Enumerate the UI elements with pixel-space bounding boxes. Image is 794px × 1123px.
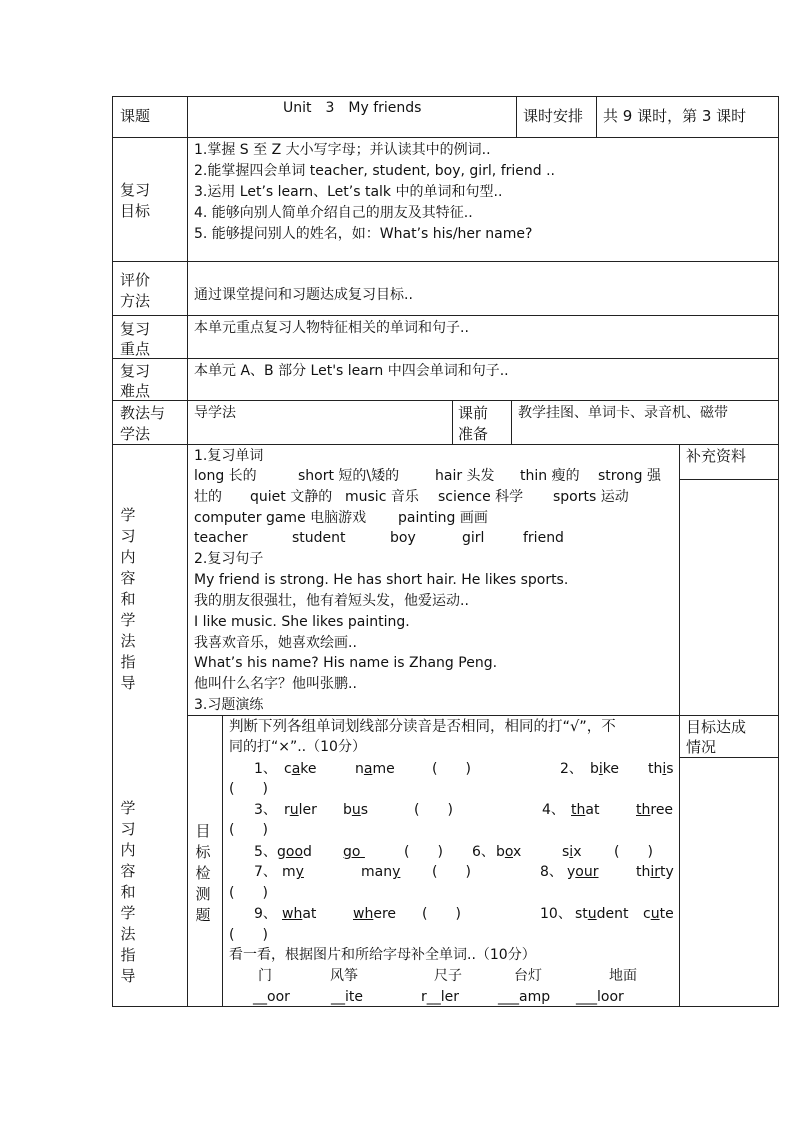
question-number: 1、 — [254, 761, 277, 777]
question-word: bike — [590, 761, 620, 777]
word-item: short 短的\矮的 — [298, 468, 400, 484]
picture-word: 地面 — [609, 968, 637, 984]
question-word: six — [562, 844, 582, 860]
goal-item: 2.能掌握四会单词 teacher, student, boy, girl, friend .. — [194, 163, 556, 179]
question-number: 6、 — [472, 844, 495, 860]
topic-label: 课题 — [120, 107, 151, 125]
prep-text: 教学挂图、单词卡、录音机、磁带 — [518, 405, 728, 421]
exercise-title: 3.习题演练 — [194, 697, 264, 713]
word-item: music 音乐 — [345, 489, 419, 505]
word-item: computer game 电脑游戏 — [194, 510, 367, 526]
result-label: 情况 — [686, 738, 717, 756]
answer-blank[interactable]: ( ) — [229, 927, 268, 943]
answer-blank[interactable]: ( ) — [422, 906, 461, 922]
study-side-label: 学习内容和学法指导 — [120, 506, 136, 692]
answer-blank[interactable]: ( ) — [404, 844, 443, 860]
word-item: quiet 文静的 — [250, 489, 333, 505]
fill-blank-word[interactable]: ___loor — [576, 989, 624, 1005]
sentence: 他叫什么名字？他叫张鹏.. — [194, 676, 357, 692]
col-divider — [222, 715, 223, 1006]
question-word: what — [282, 906, 317, 922]
schedule-value: 共 9 课时，第 3 课时 — [603, 107, 747, 125]
col-divider — [187, 96, 188, 1007]
answer-blank[interactable]: ( ) — [229, 781, 268, 797]
topic-title: Unit 3 My friends — [283, 100, 422, 116]
row-divider — [679, 479, 779, 480]
row-divider — [112, 358, 779, 359]
question-word: bus — [343, 802, 369, 818]
prep-label: 准备 — [458, 425, 489, 443]
word-item: friend — [523, 530, 564, 546]
col-divider — [511, 400, 512, 444]
table-border — [112, 96, 779, 97]
focus-label: 重点 — [120, 340, 151, 358]
question-word: where — [353, 906, 397, 922]
evaluation-label: 评价 — [120, 271, 151, 289]
extra-material-label: 补充资料 — [686, 447, 747, 465]
picture-word: 尺子 — [434, 968, 462, 984]
table-border — [778, 96, 779, 1007]
word-item: girl — [462, 530, 485, 546]
goal-item: 3.运用 Let’s learn、Let’s talk 中的单词和句型.. — [194, 184, 503, 200]
sentences-title: 2.复习句子 — [194, 551, 264, 567]
test-instruction: 同的打“×”..（10分） — [229, 739, 366, 755]
word-item: science 科学 — [438, 489, 524, 505]
question-number: 4、 — [542, 802, 565, 818]
question-word: name — [355, 761, 395, 777]
goal-item: 1.掌握 S 至 Z 大小写字母；并认读其中的例词.. — [194, 142, 491, 158]
col-divider — [679, 444, 680, 1006]
question-number: 10、 — [540, 906, 572, 922]
question-number: 2、 — [560, 761, 583, 777]
answer-blank[interactable]: ( ) — [432, 864, 471, 880]
method-label: 学法 — [120, 425, 151, 443]
question-word: box — [496, 844, 522, 860]
question-word: go — [343, 844, 361, 860]
answer-blank[interactable]: ( ) — [432, 761, 471, 777]
row-divider — [112, 400, 779, 401]
answer-blank[interactable]: ( ) — [229, 885, 268, 901]
question-number: 8、 — [540, 864, 563, 880]
picture-word: 风筝 — [330, 968, 358, 984]
test-instruction: 判断下列各组单词划线部分读音是否相同，相同的打“√”，不 — [229, 719, 616, 735]
goals-label: 目标 — [120, 202, 151, 220]
question-word: many — [361, 864, 401, 880]
word-item: thin 瘦的 — [520, 468, 580, 484]
word-item: boy — [390, 530, 416, 546]
sentence: 我的朋友很强壮，他有着短头发，他爱运动.. — [194, 593, 469, 609]
row-divider — [112, 261, 779, 262]
question-word: my — [282, 864, 304, 880]
question-number: 3、 — [254, 802, 277, 818]
question-word: thirty — [636, 864, 674, 880]
evaluation-text: 通过课堂提问和习题达成复习目标.. — [194, 287, 413, 303]
method-text: 导学法 — [194, 405, 236, 421]
word-item: student — [292, 530, 346, 546]
question-word: that — [571, 802, 600, 818]
prep-label: 课前 — [458, 404, 489, 422]
col-divider — [516, 96, 517, 137]
fill-blank-word[interactable]: __oor — [253, 989, 290, 1005]
col-divider — [452, 400, 453, 444]
method-label: 教法与 — [120, 404, 166, 422]
difficulty-label: 难点 — [120, 382, 151, 400]
row-divider — [112, 137, 779, 138]
test-inner-label: 目标检测题 — [195, 822, 211, 924]
picture-word: 台灯 — [514, 968, 542, 984]
table-border — [112, 96, 113, 1007]
result-label: 目标达成 — [686, 718, 747, 736]
question-word: ruler — [284, 802, 317, 818]
focus-label: 复习 — [120, 320, 151, 338]
test-side-label: 学习内容和学法指导 — [120, 799, 136, 985]
answer-blank[interactable]: ( ) — [229, 822, 268, 838]
col-divider — [596, 96, 597, 137]
evaluation-label: 方法 — [120, 292, 151, 310]
row-divider — [112, 315, 779, 316]
word-item: painting 画画 — [398, 510, 488, 526]
word-item: sports 运动 — [553, 489, 629, 505]
word-item: hair 头发 — [435, 468, 495, 484]
question-number: 5、 — [254, 844, 277, 860]
word-item: 壮的 — [194, 489, 222, 505]
question-word: your — [567, 864, 599, 880]
goals-label: 复习 — [120, 181, 151, 199]
question-word: good — [277, 844, 312, 860]
question-word: cute — [643, 906, 674, 922]
question-number: 7、 — [254, 864, 277, 880]
sentence: My friend is strong. He has short hair. He likes sports. — [194, 572, 569, 588]
question-word: this — [648, 761, 674, 777]
word-item: teacher — [194, 530, 248, 546]
picture-word: 门 — [258, 968, 272, 984]
words-title: 1.复习单词 — [194, 448, 264, 464]
sentence: What’s his name? His name is Zhang Peng. — [194, 655, 498, 671]
question-word: three — [636, 802, 674, 818]
fill-blank-word[interactable]: r__ler — [421, 989, 460, 1005]
row-divider — [187, 715, 779, 716]
test-instruction: 看一看，根据图片和所给字母补全单词..（10分） — [229, 947, 536, 963]
question-word: cake — [284, 761, 317, 777]
word-item: strong 强 — [598, 468, 662, 484]
focus-text: 本单元重点复习人物特征相关的单词和句子.. — [194, 320, 469, 336]
difficulty-label: 复习 — [120, 362, 151, 380]
difficulty-text: 本单元 A、B 部分 Let's learn 中四会单词和句子.. — [194, 363, 509, 379]
answer-blank[interactable]: ( ) — [414, 802, 453, 818]
question-number: 9、 — [254, 906, 277, 922]
goal-item: 5. 能够提问别人的姓名，如：What’s his/her name? — [194, 226, 533, 242]
schedule-label: 课时安排 — [523, 107, 584, 125]
fill-blank-word[interactable]: __ite — [331, 989, 363, 1005]
question-word: student — [575, 906, 629, 922]
sentence: 我喜欢音乐，她喜欢绘画.. — [194, 635, 357, 651]
sentence: I like music. She likes painting. — [194, 614, 410, 630]
goal-item: 4. 能够向别人简单介绍自己的朋友及其特征.. — [194, 205, 473, 221]
answer-blank[interactable]: ( ) — [614, 844, 653, 860]
word-item: long 长的 — [194, 468, 257, 484]
fill-blank-word[interactable]: ___amp — [498, 989, 551, 1005]
